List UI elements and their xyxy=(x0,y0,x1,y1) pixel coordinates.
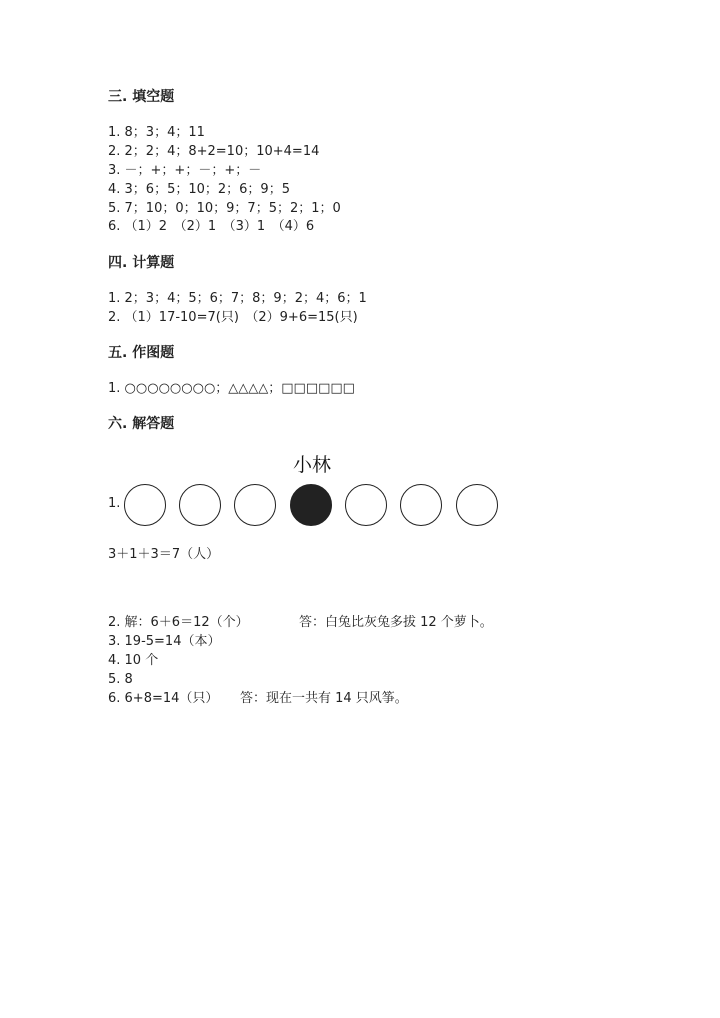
problem-1-number: 1. xyxy=(108,496,121,511)
fill-in-answer-6: 6. （1）2 （2）1 （3）1 （4）6 xyxy=(108,219,315,234)
fill-in-answer-1: 1. 8；3；4；11 xyxy=(108,125,205,140)
problem-6-work: 6. 6+8=14（只） xyxy=(108,691,219,706)
problem-2-work: 2. 解：6＋6＝12（个） xyxy=(108,615,249,630)
calculation-answer-1: 1. 2；3；4；5；6；7；8；9；2；4；6；1 xyxy=(108,291,367,306)
problem-4-answer: 4. 10 个 xyxy=(108,653,159,668)
problem-6-answer: 答：现在一共有 14 只风筝。 xyxy=(240,691,408,706)
problem-5-answer: 5. 8 xyxy=(108,672,133,687)
queue-diagram xyxy=(108,452,528,534)
person-circle-2 xyxy=(179,484,221,526)
person-circle-1 xyxy=(124,484,166,526)
section-fill-in-title: 三. 填空题 xyxy=(108,89,175,105)
problem-3-answer: 3. 19-5=14（本） xyxy=(108,634,221,649)
problem-2-row xyxy=(108,614,493,632)
problem-1-equation: 3＋1＋3＝7（人） xyxy=(108,547,220,562)
person-circle-xiaolin xyxy=(290,484,332,526)
name-label-xiaolin: 小林 xyxy=(292,454,331,476)
problem-6-row xyxy=(108,690,408,708)
fill-in-answer-2: 2. 2；2；4；8+2=10；10+4=14 xyxy=(108,144,320,159)
person-circle-5 xyxy=(345,484,387,526)
person-circle-3 xyxy=(234,484,276,526)
calculation-answer-2: 2. （1）17-10=7(只) （2）9+6=15(只) xyxy=(108,310,358,325)
section-drawing-title: 五. 作图题 xyxy=(108,345,175,361)
fill-in-answer-4: 4. 3；6；5；10；2；6；9；5 xyxy=(108,182,290,197)
fill-in-answer-3: 3. －；+；+；－；+；－ xyxy=(108,163,262,178)
person-circle-6 xyxy=(400,484,442,526)
fill-in-answer-5: 5. 7；10；0；10；9；7；5；2；1；0 xyxy=(108,201,341,216)
problem-2-answer: 答：白兔比灰兔多拔 12 个萝卜。 xyxy=(299,615,493,630)
section-calculation-title: 四. 计算题 xyxy=(108,255,175,271)
person-circle-7 xyxy=(456,484,498,526)
section-word-problems-title: 六. 解答题 xyxy=(108,416,175,432)
drawing-answer-1: 1. ○○○○○○○○；△△△△；□□□□□□ xyxy=(108,381,355,396)
